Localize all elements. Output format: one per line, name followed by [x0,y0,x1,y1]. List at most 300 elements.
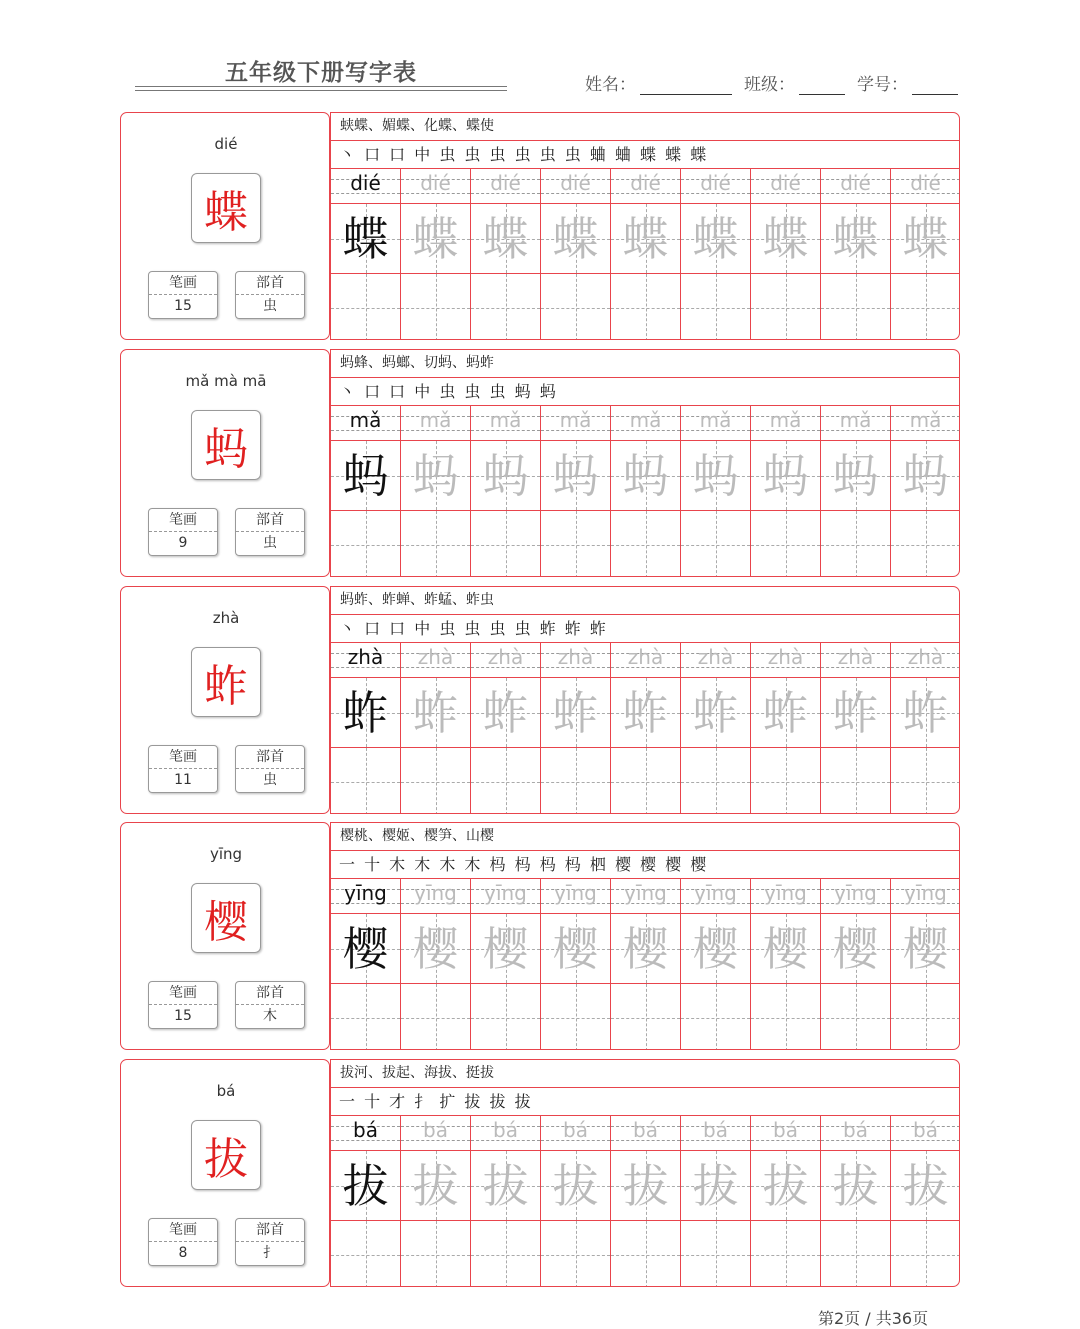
character-cell[interactable] [681,441,751,511]
radical-box [235,745,305,793]
pinyin-trace: bá [493,1118,518,1142]
character-trace: 樱 [762,922,809,976]
pinyin-trace: bá [843,1118,868,1142]
character-card [120,1059,960,1289]
empty-practice-cell[interactable] [681,1221,751,1287]
empty-practice-cell[interactable] [891,274,960,340]
empty-practice-cell[interactable] [541,274,611,340]
character-trace: 拔 [692,1159,739,1213]
character-cell[interactable] [751,441,821,511]
character-info-panel [120,1059,330,1287]
empty-practice-cell[interactable] [611,748,681,814]
pinyin-trace: yīng [554,881,597,905]
name-field [585,70,732,95]
empty-practice-cell[interactable] [821,1221,891,1287]
character-cell[interactable] [821,441,891,511]
empty-practice-cell[interactable] [891,511,960,577]
pinyin-cell[interactable] [891,1116,960,1151]
character-trace: 蚱 [552,686,599,740]
radical-value: 虫 [263,535,277,551]
pinyin-cell[interactable] [541,879,611,914]
empty-practice-cell[interactable] [611,274,681,340]
character-trace: 蝶 [552,212,599,266]
pinyin-trace: mǎ [699,408,732,432]
empty-practice-cell[interactable] [401,511,471,577]
practice-panel [330,349,960,577]
empty-practice-cell[interactable] [331,274,401,340]
character-cell[interactable] [751,678,821,748]
pinyin-trace: yīng [694,881,737,905]
pinyin-label: yīng [209,845,243,863]
class-field [744,70,845,95]
stroke-order: 丶 口 口 中 虫 虫 虫 虫 虫 虫 蛐 蛐 蝶 蝶 蝶 [331,141,959,169]
character-trace: 蚱 [622,686,669,740]
character-box [191,1120,261,1190]
pinyin-cell[interactable] [541,406,611,441]
radical-value: 扌 [263,1245,277,1261]
character-trace: 蚱 [832,686,879,740]
pinyin-cell[interactable] [891,879,960,914]
pinyin-cell[interactable] [471,1116,541,1151]
empty-practice-cell[interactable] [751,274,821,340]
pinyin-cell[interactable] [681,879,751,914]
pinyin-cell[interactable] [821,1116,891,1151]
pinyin-cell[interactable] [891,643,960,678]
pinyin-trace: bá [703,1118,728,1142]
empty-practice-cell[interactable] [401,274,471,340]
character-cell[interactable] [331,914,401,984]
pinyin-label: mǎ mà mā [185,372,267,390]
character-cell[interactable] [751,1151,821,1221]
pinyin-cell[interactable] [891,169,960,204]
character-card [120,349,960,579]
character-info-panel [120,586,330,814]
character-cell[interactable] [611,1151,681,1221]
empty-practice-cell[interactable] [611,511,681,577]
pinyin-trace: yīng [904,881,947,905]
pinyin-trace: dié [910,171,941,195]
empty-practice-cell[interactable] [891,748,960,814]
empty-practice-cell[interactable] [821,748,891,814]
character-cell[interactable] [331,441,401,511]
empty-practice-cell[interactable] [681,984,751,1050]
pinyin-cell[interactable] [821,169,891,204]
character-cell[interactable] [331,678,401,748]
pinyin-label: zhà [212,609,240,627]
character-cell[interactable] [611,204,681,274]
stroke-count-box [148,1218,218,1266]
character-trace: 樱 [412,922,459,976]
pinyin-cell[interactable] [401,406,471,441]
class-blank[interactable] [799,76,845,95]
character-trace: 蝶 [832,212,879,266]
character-trace: 蚂 [832,449,879,503]
pinyin-cell[interactable] [751,879,821,914]
stroke-count-value: 8 [178,1245,188,1261]
character-trace: 蚱 [692,686,739,740]
empty-practice-cell[interactable] [681,748,751,814]
pinyin-trace: mǎ [909,408,942,432]
empty-practice-cell[interactable] [331,984,401,1050]
stroke-count-label: 笔画 [149,1219,217,1242]
character-trace: 蝶 [692,212,739,266]
radical-box [235,508,305,556]
character-cell[interactable] [611,914,681,984]
stroke-count-label: 笔画 [149,746,217,769]
pinyin-cell[interactable] [821,879,891,914]
empty-practice-cell[interactable] [611,984,681,1050]
pinyin-trace: dié [350,171,381,195]
character-trace: 蚂 [622,449,669,503]
pinyin-cell[interactable] [681,643,751,678]
character-info-panel [120,822,330,1050]
id-blank[interactable] [912,76,958,95]
pinyin-cell[interactable] [611,169,681,204]
character-cell[interactable] [401,678,471,748]
stroke-count-box [148,271,218,319]
character-cell[interactable] [471,914,541,984]
pinyin-cell[interactable] [681,406,751,441]
pinyin-trace: yīng [414,881,457,905]
empty-practice-cell[interactable] [751,511,821,577]
character-trace: 蚱 [482,686,529,740]
character-trace: 蚂 [762,449,809,503]
pinyin-trace: zhà [627,645,664,669]
character-trace: 蝶 [412,212,459,266]
pinyin-cell[interactable] [751,1116,821,1151]
page-number: 第2页 / 共36页 [818,1309,929,1328]
character-trace: 樱 [692,922,739,976]
title-underline [135,90,507,91]
page-title: 五年级下册写字表 [225,60,417,86]
id-field [857,70,958,95]
empty-practice-cell[interactable] [891,1221,960,1287]
empty-practice-cell[interactable] [541,748,611,814]
character-cell[interactable] [541,678,611,748]
pinyin-trace: mǎ [839,408,872,432]
pinyin-cell[interactable] [331,169,401,204]
practice-panel [330,586,960,814]
pinyin-trace: yīng [484,881,527,905]
empty-practice-cell[interactable] [471,511,541,577]
name-blank[interactable] [640,76,732,95]
character-cell[interactable] [821,1151,891,1221]
pinyin-cell[interactable] [821,406,891,441]
pinyin-cell[interactable] [681,1116,751,1151]
pinyin-cell[interactable] [471,169,541,204]
character-cell[interactable] [821,678,891,748]
character-trace: 拔 [342,1159,389,1213]
character-cell[interactable] [541,914,611,984]
name-label: 姓名： [585,75,636,95]
character-cell[interactable] [401,914,471,984]
empty-practice-cell[interactable] [821,511,891,577]
empty-practice-cell[interactable] [751,748,821,814]
practice-grid [331,169,960,340]
pinyin-trace: dié [420,171,451,195]
pinyin-trace: dié [840,171,871,195]
character-info-panel [120,112,330,340]
practice-panel [330,1059,960,1287]
pinyin-trace: bá [353,1118,378,1142]
character-trace: 樱 [552,922,599,976]
pinyin-trace: dié [630,171,661,195]
character-cell[interactable] [401,204,471,274]
radical-box [235,981,305,1029]
empty-practice-cell[interactable] [751,1221,821,1287]
character-cell[interactable] [611,441,681,511]
empty-practice-cell[interactable] [401,748,471,814]
character-cell[interactable] [891,914,960,984]
character-box [191,883,261,953]
character-cell[interactable] [891,441,960,511]
character-trace: 樱 [482,922,529,976]
character-cell[interactable] [541,441,611,511]
radical-box [235,1218,305,1266]
character-trace: 樱 [622,922,669,976]
radical-box [235,271,305,319]
empty-practice-cell[interactable] [471,274,541,340]
pinyin-trace: dié [770,171,801,195]
pinyin-trace: zhà [767,645,804,669]
stroke-order: 丶 口 口 中 虫 虫 虫 蚂 蚂 [331,378,959,406]
empty-practice-cell[interactable] [611,1221,681,1287]
pinyin-cell[interactable] [471,643,541,678]
character-trace: 蚱 [762,686,809,740]
character-card [120,586,960,816]
word-examples: 蚂蚱、蚱蝉、蚱蜢、蚱虫 [331,587,959,615]
pinyin-label: bá [216,1082,236,1100]
character-trace: 蝶 [762,212,809,266]
character-trace: 蚂 [482,449,529,503]
empty-practice-cell[interactable] [681,511,751,577]
stroke-count-label: 笔画 [149,982,217,1005]
character-cell[interactable] [751,204,821,274]
character-cell[interactable] [681,1151,751,1221]
character-glyph: 拔 [204,1134,248,1185]
empty-practice-cell[interactable] [541,511,611,577]
pinyin-trace: yīng [834,881,877,905]
character-cell[interactable] [821,204,891,274]
empty-practice-cell[interactable] [821,984,891,1050]
character-trace: 蚱 [902,686,949,740]
pinyin-cell[interactable] [541,1116,611,1151]
pinyin-cell[interactable] [471,406,541,441]
pinyin-cell[interactable] [611,1116,681,1151]
pinyin-cell[interactable] [611,406,681,441]
character-cell[interactable] [681,204,751,274]
character-cell[interactable] [541,204,611,274]
pinyin-cell[interactable] [751,643,821,678]
pinyin-cell[interactable] [401,1116,471,1151]
pinyin-trace: zhà [697,645,734,669]
character-info-panel [120,349,330,577]
radical-label: 部首 [236,509,304,532]
stroke-order: 一 十 木 木 木 木 杩 杩 杩 杩 柶 樱 樱 樱 樱 [331,851,959,879]
practice-grid [331,1116,960,1287]
word-examples: 蛱蝶、媚蝶、化蝶、蝶使 [331,113,959,141]
radical-value: 虫 [263,772,277,788]
pinyin-trace: bá [773,1118,798,1142]
character-trace: 拔 [832,1159,879,1213]
pinyin-cell[interactable] [751,169,821,204]
word-examples: 蚂蜂、蚂螂、切蚂、蚂蚱 [331,350,959,378]
stroke-order: 一 十 才 扌 扩 拔 拔 拔 [331,1088,959,1116]
character-trace: 樱 [342,922,389,976]
empty-practice-cell[interactable] [331,1221,401,1287]
character-cell[interactable] [331,204,401,274]
radical-value: 木 [263,1008,277,1024]
character-card [120,112,960,342]
character-cell[interactable] [331,1151,401,1221]
stroke-count-box [148,981,218,1029]
pinyin-trace: yīng [344,881,387,905]
character-trace: 拔 [762,1159,809,1213]
pinyin-trace: mǎ [349,408,382,432]
pinyin-cell[interactable] [331,1116,401,1151]
character-cell[interactable] [681,914,751,984]
pinyin-cell[interactable] [401,879,471,914]
character-trace: 拔 [902,1159,949,1213]
pinyin-trace: yīng [764,881,807,905]
pinyin-cell[interactable] [331,879,401,914]
empty-practice-cell[interactable] [541,1221,611,1287]
stroke-count-value: 15 [174,298,192,314]
character-trace: 蚂 [692,449,739,503]
character-box [191,173,261,243]
character-cell[interactable] [751,914,821,984]
pinyin-cell[interactable] [401,169,471,204]
radical-label: 部首 [236,982,304,1005]
stroke-order: 丶 口 口 中 虫 虫 虫 虫 蚱 蚱 蚱 [331,615,959,643]
stroke-count-value: 9 [178,535,188,551]
empty-practice-cell[interactable] [471,984,541,1050]
character-cell[interactable] [471,1151,541,1221]
empty-practice-cell[interactable] [401,1221,471,1287]
character-glyph: 蚱 [204,661,248,712]
pinyin-cell[interactable] [401,643,471,678]
character-trace: 拔 [412,1159,459,1213]
character-trace: 樱 [832,922,879,976]
character-cell[interactable] [471,441,541,511]
practice-grid [331,643,960,814]
pinyin-cell[interactable] [751,406,821,441]
pinyin-trace: zhà [347,645,384,669]
pinyin-cell[interactable] [611,643,681,678]
pinyin-trace: mǎ [559,408,592,432]
pinyin-cell[interactable] [331,406,401,441]
empty-practice-cell[interactable] [821,274,891,340]
pinyin-trace: zhà [487,645,524,669]
character-trace: 拔 [552,1159,599,1213]
pinyin-cell[interactable] [471,879,541,914]
character-glyph: 蝶 [204,187,248,238]
character-trace: 樱 [902,922,949,976]
stroke-count-value: 11 [174,772,192,788]
pinyin-cell[interactable] [681,169,751,204]
character-glyph: 樱 [204,897,248,948]
class-label: 班级： [744,75,795,95]
character-cell[interactable] [471,678,541,748]
pinyin-trace: dié [700,171,731,195]
character-cell[interactable] [821,914,891,984]
word-examples: 拔河、拔起、海拔、挺拔 [331,1060,959,1088]
character-cell[interactable] [541,1151,611,1221]
pinyin-trace: mǎ [769,408,802,432]
pinyin-trace: bá [423,1118,448,1142]
stroke-count-value: 15 [174,1008,192,1024]
empty-practice-cell[interactable] [471,748,541,814]
empty-practice-cell[interactable] [401,984,471,1050]
character-trace: 蚱 [342,686,389,740]
character-trace: 蚂 [412,449,459,503]
pinyin-cell[interactable] [891,406,960,441]
pinyin-trace: dié [560,171,591,195]
character-trace: 拔 [482,1159,529,1213]
practice-panel [330,112,960,340]
character-glyph: 蚂 [204,424,248,475]
pinyin-trace: dié [490,171,521,195]
character-cell[interactable] [891,1151,960,1221]
character-cell[interactable] [401,441,471,511]
character-trace: 蝶 [622,212,669,266]
pinyin-trace: bá [563,1118,588,1142]
pinyin-cell[interactable] [821,643,891,678]
character-trace: 蚂 [342,449,389,503]
pinyin-trace: yīng [624,881,667,905]
radical-label: 部首 [236,1219,304,1242]
stroke-count-label: 笔画 [149,509,217,532]
pinyin-trace: bá [913,1118,938,1142]
practice-panel [330,822,960,1050]
empty-practice-cell[interactable] [681,274,751,340]
character-trace: 蚂 [552,449,599,503]
character-cell[interactable] [401,1151,471,1221]
character-cell[interactable] [891,678,960,748]
character-box [191,410,261,480]
character-trace: 蚂 [902,449,949,503]
pinyin-cell[interactable] [541,169,611,204]
practice-grid [331,406,960,577]
empty-practice-cell[interactable] [751,984,821,1050]
pinyin-trace: zhà [837,645,874,669]
radical-label: 部首 [236,272,304,295]
pinyin-trace: zhà [907,645,944,669]
pinyin-trace: mǎ [419,408,452,432]
character-box [191,647,261,717]
pinyin-cell[interactable] [541,643,611,678]
pinyin-trace: zhà [557,645,594,669]
character-trace: 蝶 [482,212,529,266]
pinyin-trace: mǎ [489,408,522,432]
empty-practice-cell[interactable] [331,748,401,814]
character-cell[interactable] [891,204,960,274]
character-cell[interactable] [681,678,751,748]
pinyin-cell[interactable] [611,879,681,914]
character-trace: 拔 [622,1159,669,1213]
empty-practice-cell[interactable] [331,511,401,577]
character-trace: 蝶 [342,212,389,266]
stroke-count-box [148,745,218,793]
character-cell[interactable] [611,678,681,748]
character-card [120,822,960,1052]
empty-practice-cell[interactable] [541,984,611,1050]
pinyin-cell[interactable] [331,643,401,678]
character-cell[interactable] [471,204,541,274]
empty-practice-cell[interactable] [471,1221,541,1287]
pinyin-trace: zhà [417,645,454,669]
empty-practice-cell[interactable] [891,984,960,1050]
